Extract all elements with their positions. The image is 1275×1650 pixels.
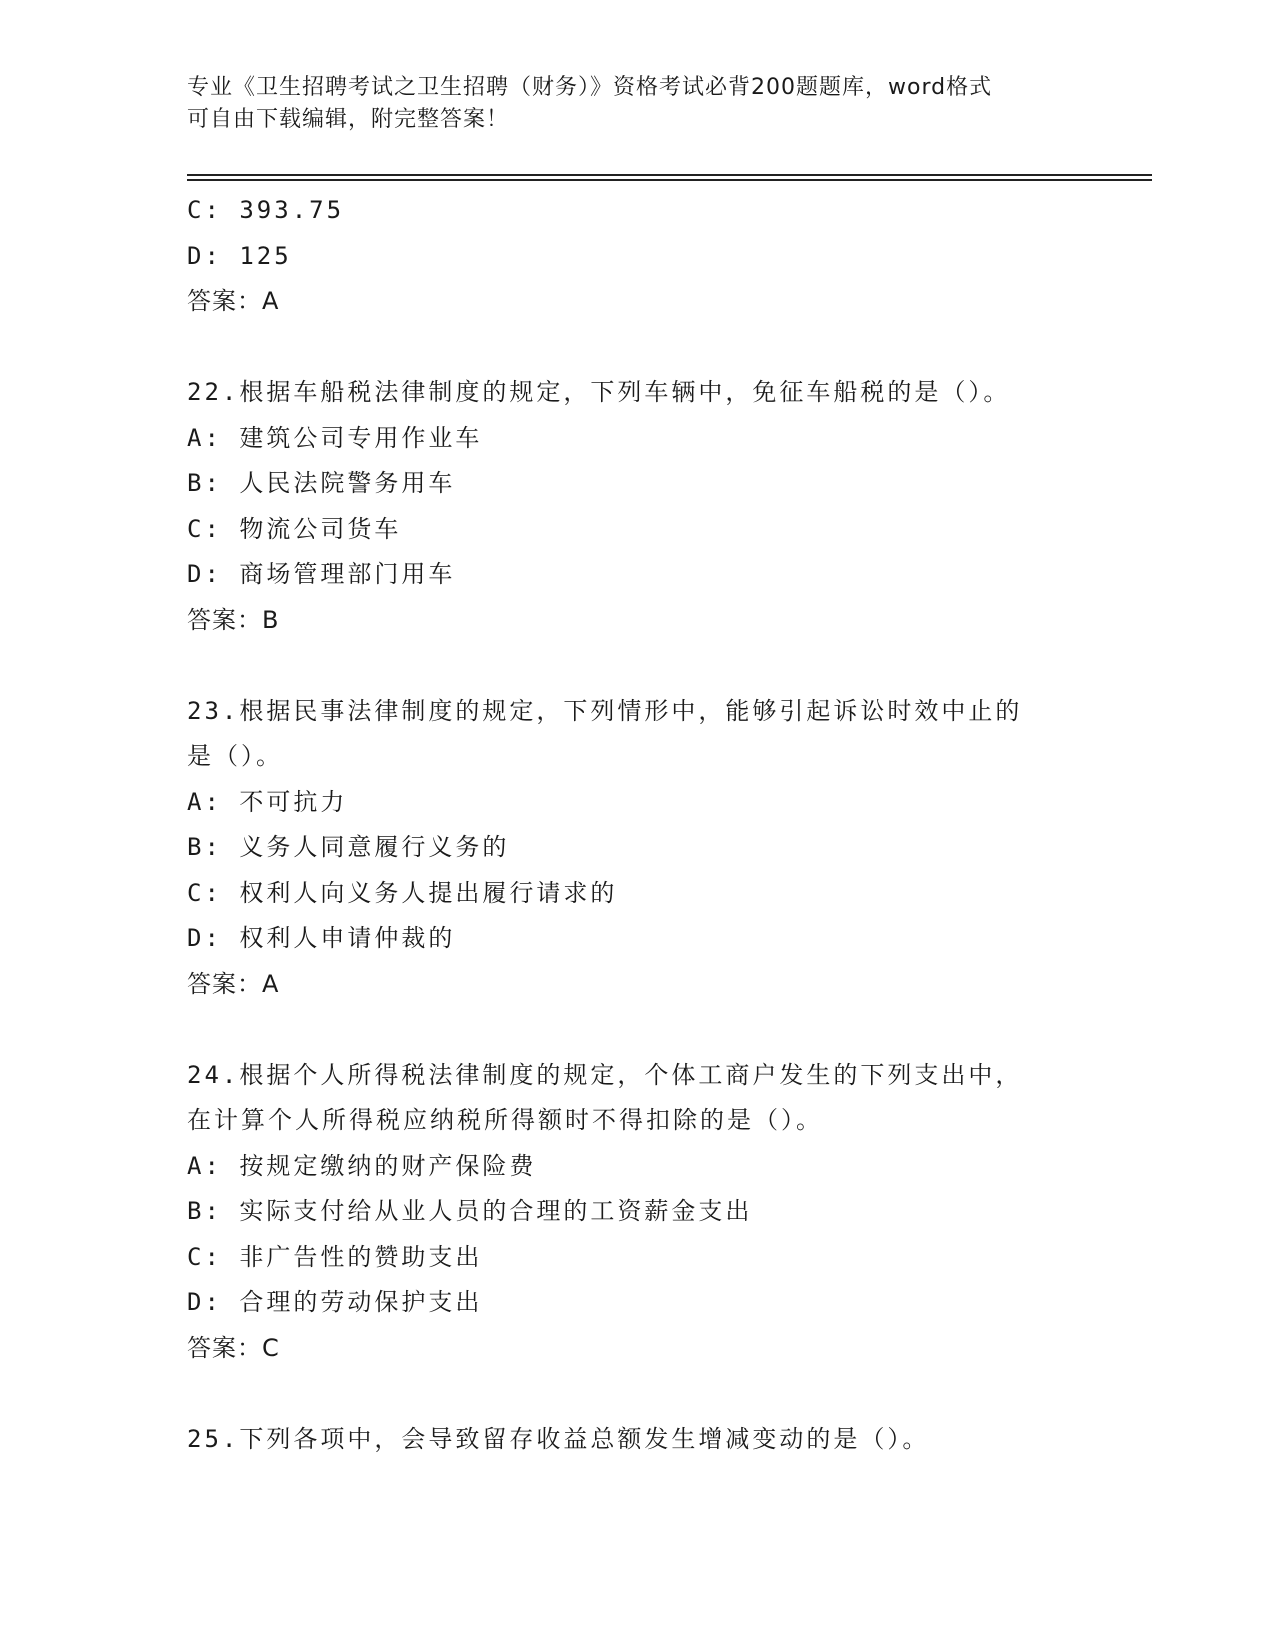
option-b: B: 义务人同意履行义务的 — [187, 833, 510, 861]
question-25 — [187, 1417, 1147, 1463]
question-24 — [187, 1053, 1147, 1372]
answer: 答案：A — [187, 969, 280, 998]
question-23 — [187, 689, 1147, 1008]
answer: 答案：B — [187, 605, 280, 634]
question-stem-line-2: 是（）。 — [187, 742, 283, 770]
header-line-2: 可自由下载编辑，附完整答案！ — [187, 107, 510, 132]
option-d: D: 商场管理部门用车 — [187, 560, 456, 588]
option-a: A: 不可抗力 — [187, 787, 348, 816]
header-rule-bottom — [187, 179, 1152, 181]
option-a: A: 建筑公司专用作业车 — [187, 423, 483, 452]
option-d: D: 合理的劳动保护支出 — [187, 1288, 483, 1316]
previous-question-tail — [187, 188, 1147, 325]
option-d: D: 125 — [187, 241, 292, 270]
option-d: D: 权利人申请仲裁的 — [187, 924, 456, 952]
option-b: B: 实际支付给从业人员的合理的工资薪金支出 — [187, 1197, 753, 1225]
option-a: A: 按规定缴纳的财产保险费 — [187, 1151, 537, 1180]
header-line-1: 专业《卫生招聘考试之卫生招聘（财务）》资格考试必背200题题库，word格式 — [187, 75, 993, 100]
question-stem-line-1: 24.根据个人所得税法律制度的规定，个体工商户发生的下列支出中， — [187, 1060, 1023, 1089]
answer: 答案：C — [187, 1333, 280, 1362]
question-stem-line-1: 23.根据民事法律制度的规定，下列情形中，能够引起诉讼时效中止的 — [187, 696, 1023, 725]
question-stem-line-2: 在计算个人所得税应纳税所得额时不得扣除的是（）。 — [187, 1106, 823, 1134]
header-rule-top — [187, 174, 1152, 176]
question-stem: 25.下列各项中，会导致留存收益总额发生增减变动的是（）。 — [187, 1424, 930, 1453]
question-list — [187, 188, 1147, 1462]
option-c: C: 393.75 — [187, 196, 345, 224]
question-stem: 22.根据车船税法律制度的规定，下列车辆中，免征车船税的是（）。 — [187, 378, 1011, 406]
option-c: C: 权利人向义务人提出履行请求的 — [187, 878, 618, 907]
answer: 答案：A — [187, 287, 280, 315]
option-b: B: 人民法院警务用车 — [187, 469, 456, 497]
option-c: C: 非广告性的赞助支出 — [187, 1242, 483, 1271]
document-header — [187, 72, 1067, 136]
option-c: C: 物流公司货车 — [187, 514, 402, 543]
question-22 — [187, 370, 1147, 643]
